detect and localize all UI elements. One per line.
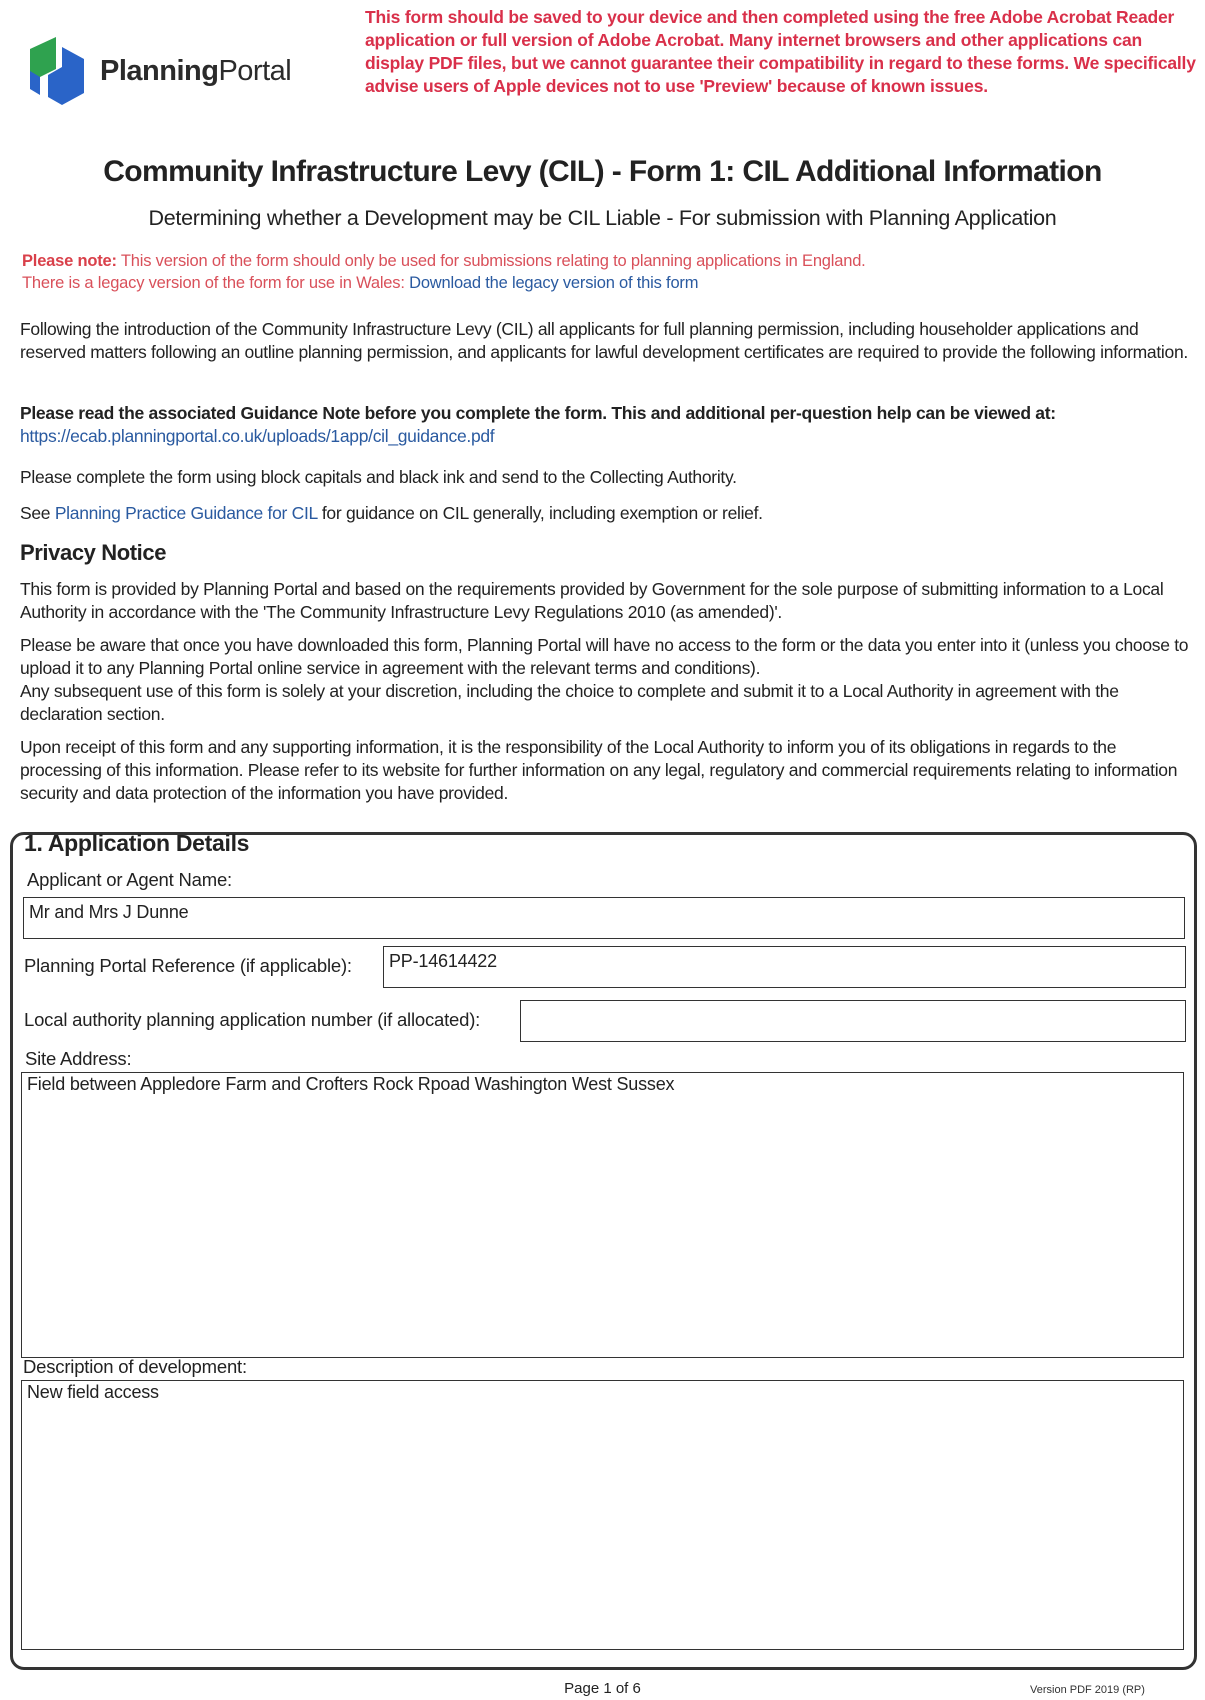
logo-wordmark: PlanningPortal	[100, 54, 292, 87]
privacy-paragraph-2: Please be aware that once you have downloaded this form, Planning Portal will have no access to the form or the data you enter into it (unless you choose to upload it to any Planning Portal online service in agreement with the relevant terms and conditions).	[20, 635, 1189, 678]
see-guidance-line: See Planning Practice Guidance for CIL for guidance on CIL generally, including exemption or relief.	[20, 503, 763, 523]
page-title: Community Infrastructure Levy (CIL) - Form 1: CIL Additional Information	[103, 155, 1102, 188]
guidance-note: Please read the associated Guidance Note before you complete the form. This and additional per-question help can be viewed at: https://ecab.planningportal.co.uk/uploads/1app/cil_guidance.pdf	[20, 403, 1056, 446]
note-label: Please note:	[22, 252, 117, 270]
site-address-label: Site Address:	[25, 1048, 132, 1069]
pp-reference-field[interactable]: PP-14614422	[383, 946, 1186, 988]
version-label: Version PDF 2019 (RP)	[1030, 1684, 1145, 1696]
applicant-name-field[interactable]: Mr and Mrs J Dunne	[23, 897, 1185, 939]
privacy-paragraph-1: This form is provided by Planning Portal and based on the requirements provided by Government for the sole purpose of submitting information to a Local Authority in accordance with the 'The Community Infrastructure Levy Regulations 2010 (as amended)'.	[20, 579, 1164, 622]
applicant-name-label: Applicant or Agent Name:	[27, 869, 232, 890]
planning-practice-guidance-link[interactable]: Planning Practice Guidance for CIL	[54, 503, 318, 523]
compatibility-warning: This form should be saved to your device and then completed using the free Adobe Acrobat Reader application or full version of Adobe Acrobat. Many internet browsers and other applications can display PDF files, but we cannot guarantee their compatibility in regard to these forms. We specifically advise users of Apple devices not to use 'Preview' because of known issues.	[365, 7, 1196, 96]
site-address-field[interactable]: Field between Appledore Farm and Crofters Rock Rpoad Washington West Sussex	[21, 1072, 1184, 1358]
intro-paragraph: Following the introduction of the Community Infrastructure Levy (CIL) all applicants for full planning permission, including householder applications and reserved matters following an outline planning permission, and applicants for lawful development certificates are required to provide the following information.	[20, 319, 1188, 362]
pp-reference-label: Planning Portal Reference (if applicable):	[24, 955, 352, 976]
la-application-number-field[interactable]	[520, 1000, 1186, 1042]
planning-portal-logo-icon	[26, 35, 88, 107]
guidance-url-link[interactable]: https://ecab.planningportal.co.uk/uploads/1app/cil_guidance.pdf	[20, 426, 495, 446]
legacy-form-link[interactable]: Download the legacy version of this form	[409, 274, 699, 292]
planning-portal-logo	[26, 34, 326, 108]
privacy-paragraph-3: Any subsequent use of this form is solely at your discretion, including the choice to complete and submit it to a Local Authority in agreement with the declaration section.	[20, 681, 1119, 724]
page-subtitle: Determining whether a Development may be CIL Liable - For submission with Planning Application	[148, 206, 1057, 230]
description-field[interactable]: New field access	[21, 1380, 1184, 1650]
block-capitals-instruction: Please complete the form using block capitals and black ink and send to the Collecting Authority.	[20, 467, 737, 487]
page-number: Page 1 of 6	[564, 1680, 641, 1697]
england-only-note: Please note: This version of the form should only be used for submissions relating to planning applications in England. There is a legacy version of the form for use in Wales: Download the legacy version of this form	[22, 252, 866, 292]
privacy-paragraph-4: Upon receipt of this form and any supporting information, it is the responsibility of the Local Authority to inform you of its obligations in regards to the processing of this information. Please refer to its website for further information on any legal, regulatory and commercial requirements relating to information security and data protection of the information you have provided.	[20, 737, 1178, 803]
description-label: Description of development:	[23, 1356, 247, 1377]
privacy-notice-heading: Privacy Notice	[20, 540, 167, 565]
section-title: 1. Application Details	[24, 830, 250, 856]
la-application-number-label: Local authority planning application number (if allocated):	[24, 1009, 481, 1030]
